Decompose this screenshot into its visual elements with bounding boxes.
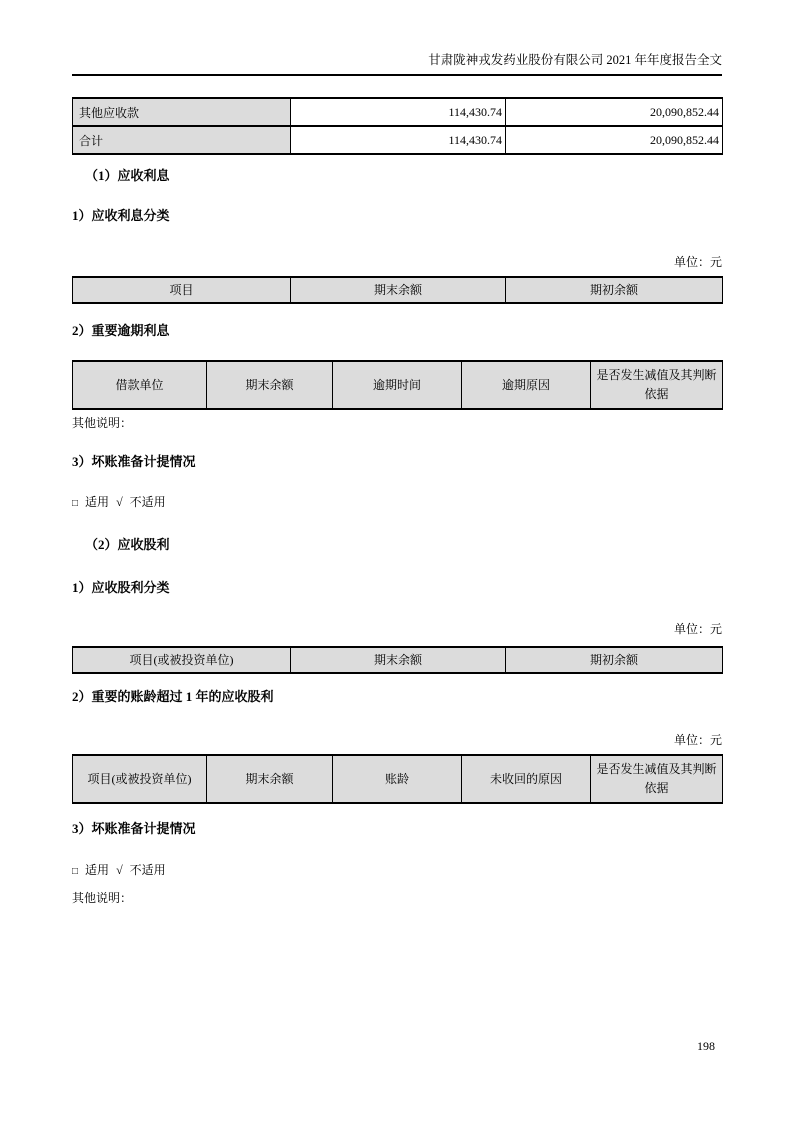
section-title-dividend-receivable: （2）应收股利 (85, 537, 170, 552)
row-item-label: 合计 (73, 126, 291, 154)
table-header-row (73, 361, 723, 409)
column-header: 项目 (73, 277, 291, 303)
column-header: 逾期时间 (333, 361, 462, 409)
not-applicable-label: 不适用 (129, 495, 166, 509)
opening-balance-value: 20,090,852.44 (506, 126, 723, 154)
column-header: 期末余额 (207, 361, 333, 409)
checkbox-empty-icon: □ (72, 866, 79, 877)
subsection-title-dividend-classification: 1）应收股利分类 (72, 580, 170, 595)
interest-classification-table (72, 276, 723, 304)
table-header-row (73, 277, 723, 303)
column-header: 借款单位 (73, 361, 207, 409)
applicable-label: 适用 (85, 495, 110, 509)
other-note-label: 其他说明： (72, 416, 133, 430)
checkmark-icon: √ (116, 863, 123, 877)
document-title: 甘肃陇神戎发药业股份有限公司 2021 年年度报告全文 (428, 53, 722, 67)
column-header: 账龄 (333, 755, 462, 803)
document-header (72, 0, 722, 76)
closing-balance-value: 114,430.74 (291, 98, 506, 126)
other-receivables-summary-table (72, 97, 723, 155)
table-header-row (73, 647, 723, 673)
checkbox-empty-icon: □ (72, 498, 79, 509)
section-title-interest-receivable: （1）应收利息 (85, 168, 170, 183)
subsection-title-bad-debt-provision-interest: 3）坏账准备计提情况 (72, 454, 196, 469)
applicability-line (72, 494, 722, 512)
column-header: 未收回的原因 (462, 755, 591, 803)
column-header: 项目(或被投资单位) (73, 647, 291, 673)
column-header: 期末余额 (291, 277, 506, 303)
column-header: 是否发生减值及其判断依据 (591, 361, 723, 409)
subsection-title-bad-debt-provision-dividend: 3）坏账准备计提情况 (72, 821, 196, 836)
unit-label: 单位：元 (673, 622, 722, 636)
column-header: 期末余额 (291, 647, 506, 673)
unit-label: 单位：元 (673, 255, 722, 269)
column-header: 项目(或被投资单位) (73, 755, 207, 803)
column-header: 期末余额 (207, 755, 333, 803)
table-row (73, 126, 723, 154)
subsection-title-overdue-interest: 2）重要逾期利息 (72, 323, 170, 338)
closing-balance-value: 114,430.74 (291, 126, 506, 154)
subsection-title-dividend-over-one-year: 2）重要的账龄超过 1 年的应收股利 (72, 689, 274, 704)
dividend-over-one-year-table (72, 754, 723, 804)
table-row (73, 98, 723, 126)
page-number: 198 (697, 1039, 715, 1053)
dividend-classification-table (72, 646, 723, 674)
other-note-label: 其他说明： (72, 891, 133, 905)
column-header: 期初余额 (506, 277, 723, 303)
row-item-label: 其他应收款 (73, 98, 291, 126)
applicability-line (72, 862, 722, 880)
opening-balance-value: 20,090,852.44 (506, 98, 723, 126)
not-applicable-label: 不适用 (129, 863, 166, 877)
checkmark-icon: √ (116, 495, 123, 509)
column-header: 逾期原因 (462, 361, 591, 409)
applicable-label: 适用 (85, 863, 110, 877)
table-header-row (73, 755, 723, 803)
overdue-interest-table (72, 360, 723, 410)
subsection-title-interest-classification: 1）应收利息分类 (72, 208, 170, 223)
column-header: 期初余额 (506, 647, 723, 673)
unit-label: 单位：元 (673, 733, 722, 747)
column-header: 是否发生减值及其判断依据 (591, 755, 723, 803)
